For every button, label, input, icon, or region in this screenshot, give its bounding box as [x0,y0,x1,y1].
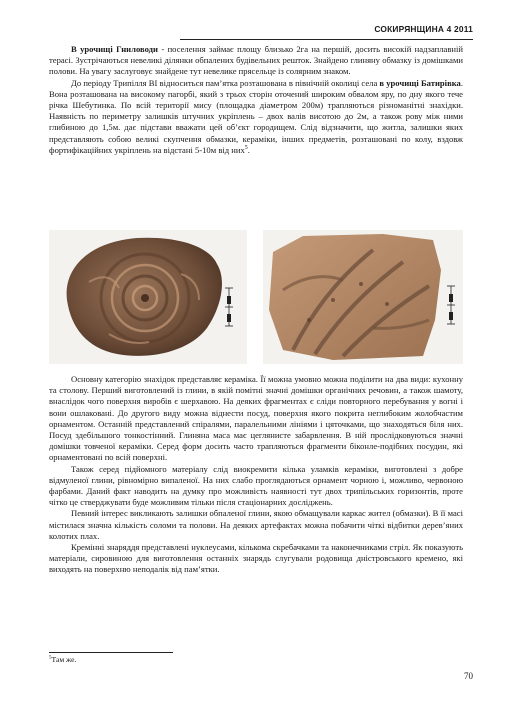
paragraph-gnylovody [49,44,463,78]
paragraph-ceramics: Основну категорію знахідок представляє кераміка. Її можна умовно можна поділити на два види: кухонну та столову. Перший виготовлений із глини, в якій помітні значні домішки органічних речовин, а також шамоту, внаслідок чого поверхня виробів є шерхавою. На деяких фрагментах є сліди повторного перебування у вогні і вони ошлаковані. До другого виду можна віднести посуд, поверхня якого покрита неглибоким жолобчастим орнаментом. Останній представлений спіралями, паралельними лініями і цяточками, що знаходяться біля них. Посуд здебільшого тонкостінний. Глиняна маса має цеглянисте забарвлення. В ній прослідковуються значні домішки товченої кераміки. Серед форм досить часто трапляються фрагменти біконле-подібних посудин, які орнаментовані по всій поверхні. [49,374,463,463]
paragraph-batyrivka [49,78,463,156]
footnote-ref: 5 [244,144,248,151]
paragraph-lead-text: До періоду Трипілля ВІ відноситься пам’ятка розташована в північній околиці села [71,77,380,88]
artifact-photos [49,230,463,364]
paragraph-painted-ceramics: Також серед підйомного матеріалу слід виокремити кілька уламків кераміки, виготовлені з добре відмуленої глини, рівномірно випаленої. На них слабо проглядаються орнамент чорною і, можливо, червоною фарбами. Даний факт наводить на думку про можливість наявності тут двох трипільських горизонтів, проте чітко це стверджувати буде можливим тільки після стаціонарних досліджень. [49,463,463,508]
photo-spiral-disc-fragment [49,230,247,364]
paragraph-text: - поселення займає площу близько 2га на першій, досить високій надзаплавній терасі. Зустрічаються невеликі ділянки обпалених будівельних решток. Знайдено глиняну обмазку із домішками полови. На увагу заслуговує знайдене тут невелике прясельце із солярним знаком. [49,44,464,77]
paragraph-end: . [247,144,250,155]
footnote [49,655,76,664]
page-number: 70 [464,671,473,681]
paragraph-text: . Вона розташована на високому пагорбі, який з трьох сторін оточений широким обвалом яру, по дну якого тече річка Шебутинка. По всій території мису (площадка діаметром 200м) трапляються різноманітні знахідки. Наявність по периметру залишків штучних укріплень – двох валів висотою до 2м, а також рову між ними глибиною до 1,5м. дає підстави вважати цей об’єкт городищем. Слід відзначити, що житла, залишки яких представляють собою великі скупчення обмазки, кераміки, інших предметів, розташовані по колу, вздовж фортифікаційних укріплень на відстані 5-10м від них [49,77,463,155]
place-name-batyrivka: в урочищі Батирівка [379,77,461,88]
footnote-text: Там же. [51,655,77,664]
header-divider [180,39,473,40]
footnote-mark: 5 [49,655,52,661]
body-text-top [49,44,463,156]
photo-ornamented-sherd [263,230,463,364]
paragraph-daub: Певний інтерес викликають залишки обпаленої глини, якою обмащували каркас жител (обмазки). В її масі містилася значна кількість соломи та полови. На деяких артефактах можна побачити чіткі відбитки дерев’яних колотих плах. [49,508,463,541]
place-name-gnylovody: В урочищі Гниловоди [71,44,158,54]
paragraph-flint-tools: Кремінні знаряддя представлені нуклеусами, кількома скребачками та наконечниками стріл. Як показують матеріали, сировиною для виготовлення останніх знарядь слугували родовища дністровського кремено, які виходять на поверхню неподалік від пам’ятки. [49,542,463,575]
spiral-disc-illustration [49,230,247,364]
running-header: СОКИРЯНЩИНА 4 2011 [374,24,473,34]
body-text-bottom [49,374,463,576]
sherd-illustration [263,230,463,364]
footnote-divider [49,652,173,653]
